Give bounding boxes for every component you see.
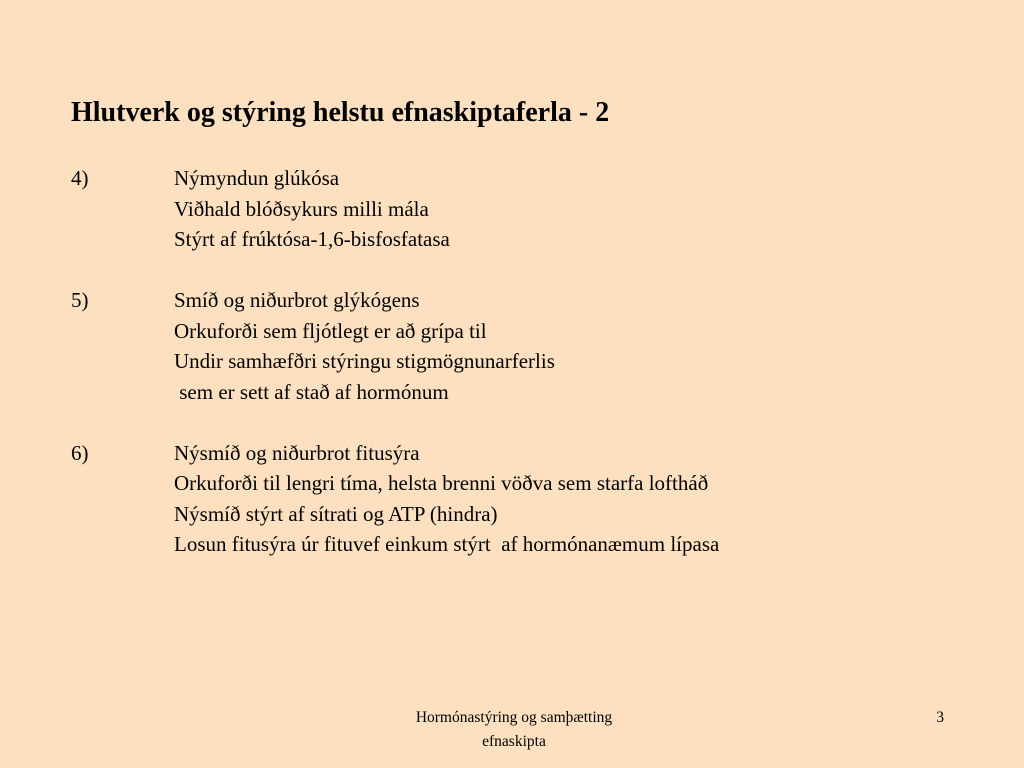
spacer <box>71 255 971 286</box>
item-text: Smíð og niðurbrot glýkógens <box>174 288 420 312</box>
item-text: Viðhald blóðsykurs milli mála <box>174 196 429 221</box>
item-number: 5) <box>71 288 89 312</box>
list-item <box>71 499 971 530</box>
list-item <box>71 163 971 194</box>
footer-title <box>384 706 644 754</box>
list-item <box>71 529 971 560</box>
list-item <box>71 346 971 377</box>
item-text: Nýsmíð stýrt af sítrati og ATP (hindra) <box>174 501 498 526</box>
list-item <box>71 438 971 469</box>
spacer <box>71 407 971 438</box>
item-number: 4) <box>71 166 89 190</box>
list-item <box>71 194 971 225</box>
list-item <box>71 285 971 316</box>
item-number: 6) <box>71 440 89 465</box>
item-text: Stýrt af frúktósa-1,6-bisfosfatasa <box>174 227 450 251</box>
item-text: Losun fitusýra úr fituvef einkum stýrt af hormónanæmum lípasa <box>174 532 720 556</box>
page-number: 3 <box>936 709 944 726</box>
slide-body <box>71 163 971 560</box>
footer-line-2: efnaskipta <box>482 733 546 750</box>
item-text: Orkuforði til lengri tíma, helsta brenni vöðva sem starfa loftháð <box>174 471 709 495</box>
item-text: Orkuforði sem fljótlegt er að grípa til <box>174 318 487 343</box>
item-text: Nýmyndun glúkósa <box>174 166 340 190</box>
item-text: Nýsmíð og niðurbrot fitusýra <box>174 440 420 465</box>
list-item <box>71 316 971 347</box>
list-item <box>71 377 971 408</box>
list-item <box>71 224 971 255</box>
list-item <box>71 468 971 499</box>
slide-title: Hlutverk og stýring helstu efnaskiptaferla - 2 <box>71 97 610 128</box>
item-text: sem er sett af stað af hormónum <box>174 379 449 404</box>
item-text: Undir samhæfðri stýringu stigmögnunarferlis <box>174 349 555 373</box>
footer-line-1: Hormónastýring og samþætting <box>415 709 613 726</box>
